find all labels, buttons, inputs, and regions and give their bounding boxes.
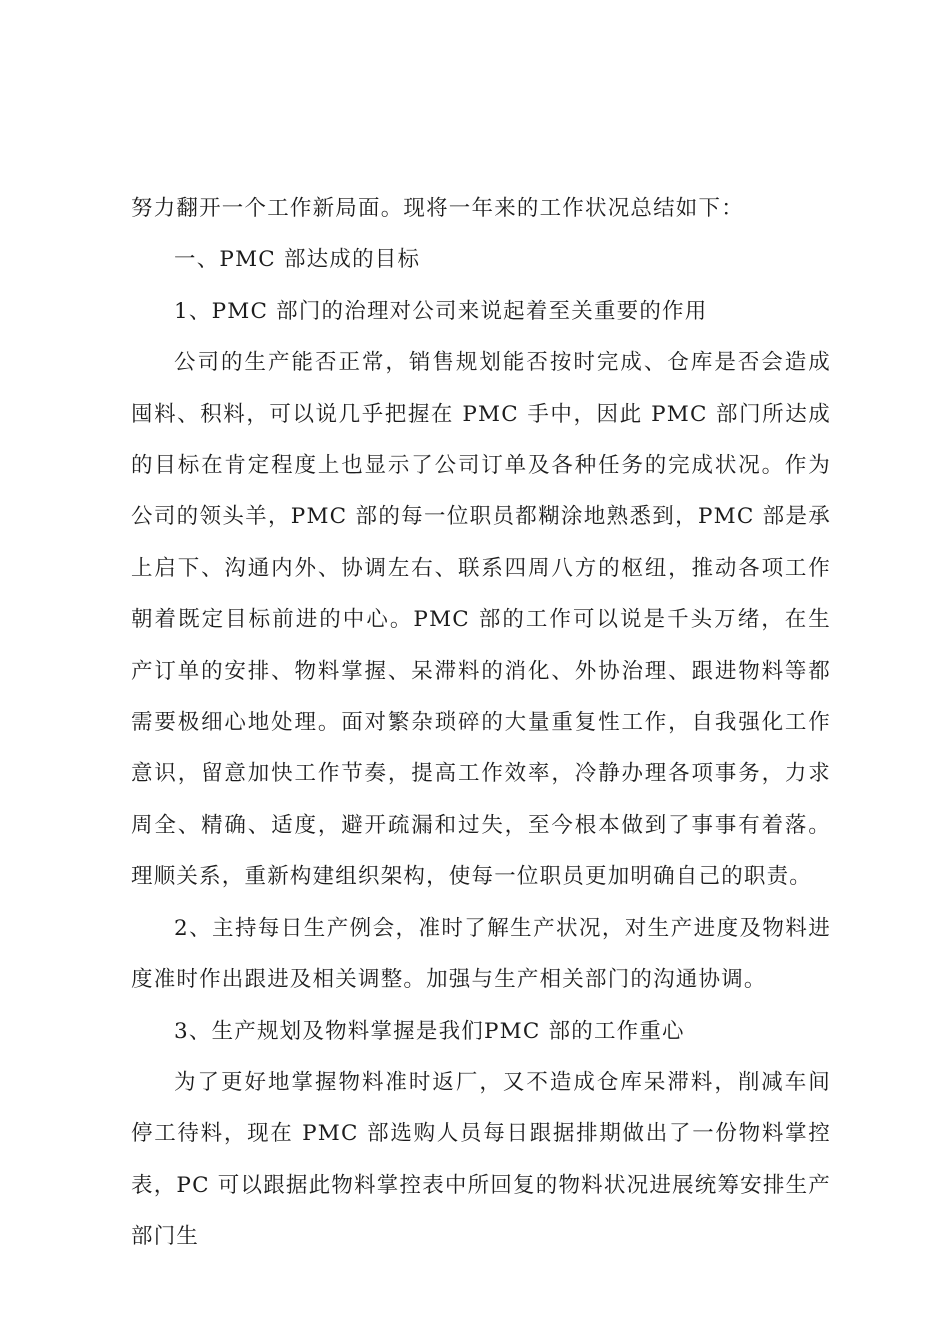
paragraph-pmc-role: 公司的生产能否正常，销售规划能否按时完成、仓库是否会造成囤料、积料，可以说几乎把握在 PMC 手中，因此 PMC 部门所达成的目标在肯定程度上也显示了公司订单及各种任务的完成状况。作为公司的领头羊，PMC 部的每一位职员都糊涂地熟悉到，PMC 部是承上启下、沟通内外、协调左右、联系四周八方的枢纽，推动各项工作朝着既定目标前进的中心。PMC 部的工作可以说是千头万绪，在生产订单的安排、物料掌握、呆滞料的消化、外协治理、跟进物料等都需要极细心地处理。面对繁杂琐碎的大量重复性工作，自我强化工作意识，留意加快工作节奏，提高工作效率，冷静办理各项事务，力求周全、精确、适度，避开疏漏和过失，至今根本做到了事事有着落。理顺关系，重新构建组织架构，使每一位职员更加明确自己的职责。 bbox=[131, 350, 831, 890]
document-body bbox=[131, 183, 831, 1263]
paragraph-daily-meeting: 2、主持每日生产例会，准时了解生产状况，对生产进度及物料进度准时作出跟进及相关调整。加强与生产相关部门的沟通协调。 bbox=[131, 915, 831, 993]
subheading-importance: 1、PMC 部门的治理对公司来说起着至关重要的作用 bbox=[174, 298, 708, 324]
paragraph-intro: 努力翻开一个工作新局面。现将一年来的工作状况总结如下： bbox=[131, 196, 744, 221]
paragraph-material-control: 为了更好地掌握物料准时返厂，又不造成仓库呆滞料，削减车间停工待料，现在 PMC 部选购人员每日跟据排期做出了一份物料掌控表，PC 可以跟据此物料掌控表中所回复的物料状况进展统筹安排生产部门生 bbox=[131, 1069, 831, 1250]
section-heading-goals: 一、PMC 部达成的目标 bbox=[174, 247, 421, 273]
subheading-planning-focus: 3、生产规划及物料掌握是我们PMC 部的工作重心 bbox=[174, 1018, 685, 1044]
